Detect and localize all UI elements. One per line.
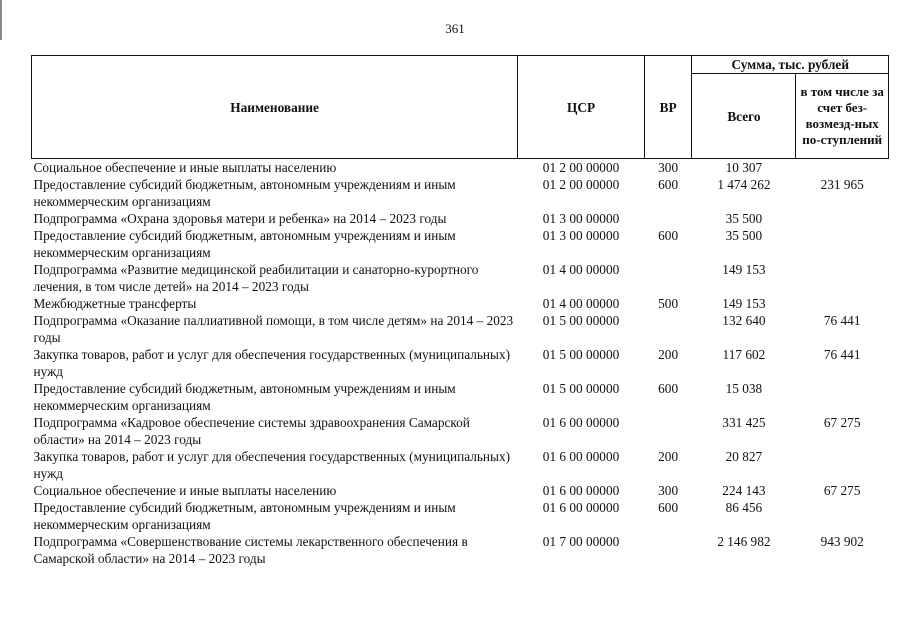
row-vr xyxy=(644,261,692,295)
row-total: 1 474 262 xyxy=(717,177,771,192)
row-total: 2 146 982 xyxy=(717,534,771,549)
row-free xyxy=(796,261,889,295)
table-row xyxy=(32,159,889,177)
row-free: 76 441 xyxy=(823,347,861,362)
row-csr: 01 5 00 00000 xyxy=(542,381,620,396)
row-name: Социальное обеспечение и иные выплаты населению xyxy=(33,483,337,498)
row-free xyxy=(796,499,889,533)
row-csr: 01 5 00 00000 xyxy=(542,313,620,328)
row-csr: 01 6 00 00000 xyxy=(542,500,620,515)
table-row xyxy=(32,414,889,448)
row-vr: 300 xyxy=(658,160,679,175)
table-row xyxy=(32,533,889,567)
row-vr: 300 xyxy=(658,483,679,498)
row-total: 149 153 xyxy=(722,262,766,277)
row-free: 231 965 xyxy=(820,177,864,192)
row-total: 224 143 xyxy=(722,483,766,498)
table-row xyxy=(32,448,889,482)
row-free: 67 275 xyxy=(823,483,861,498)
header-vr: ВР xyxy=(644,56,692,159)
header-csr: ЦСР xyxy=(518,56,645,159)
row-csr: 01 6 00 00000 xyxy=(542,449,620,464)
row-vr: 200 xyxy=(658,347,679,362)
row-csr: 01 3 00 00000 xyxy=(542,211,620,226)
table-row xyxy=(32,176,889,210)
row-total: 10 307 xyxy=(725,160,763,175)
row-csr: 01 2 00 00000 xyxy=(542,160,620,175)
row-total: 331 425 xyxy=(722,415,766,430)
table-row xyxy=(32,482,889,499)
row-csr: 01 7 00 00000 xyxy=(542,534,620,549)
row-free: 67 275 xyxy=(823,415,861,430)
row-vr xyxy=(644,210,692,227)
row-name: Подпрограмма «Охрана здоровья матери и ребенка» на 2014 – 2023 годы xyxy=(33,211,447,226)
row-vr xyxy=(644,312,692,346)
row-free xyxy=(796,380,889,414)
row-free xyxy=(796,210,889,227)
row-vr: 600 xyxy=(658,381,679,396)
header-name: Наименование xyxy=(32,56,518,159)
row-name: Предоставление субсидий бюджетным, автономным учреждениям и иным некоммерческим организациям xyxy=(33,500,456,532)
row-csr: 01 6 00 00000 xyxy=(542,483,620,498)
table-row xyxy=(32,210,889,227)
table-row xyxy=(32,346,889,380)
table-row xyxy=(32,295,889,312)
row-csr: 01 5 00 00000 xyxy=(542,347,620,362)
table-row xyxy=(32,312,889,346)
row-name: Подпрограмма «Оказание паллиативной помощи, в том числе детям» на 2014 – 2023 годы xyxy=(33,313,514,345)
row-vr xyxy=(644,414,692,448)
row-free: 943 902 xyxy=(820,534,864,549)
header-sum: Сумма, тыс. рублей xyxy=(692,56,889,74)
table-row xyxy=(32,499,889,533)
row-csr: 01 3 00 00000 xyxy=(542,228,620,243)
row-name: Подпрограмма «Кадровое обеспечение системы здравоохранения Самарской области» на 2014 – 2023 годы xyxy=(33,415,470,447)
row-csr: 01 2 00 00000 xyxy=(542,177,620,192)
table-row xyxy=(32,380,889,414)
page-number: 361 xyxy=(445,21,465,36)
row-name: Социальное обеспечение и иные выплаты населению xyxy=(33,160,337,175)
row-total: 117 602 xyxy=(722,347,766,362)
row-csr: 01 6 00 00000 xyxy=(542,415,620,430)
header-free: в том числе за счет без-возмезд-ных по-ступлений xyxy=(796,74,889,159)
row-total: 35 500 xyxy=(725,211,763,226)
budget-table xyxy=(31,55,889,567)
row-csr: 01 4 00 00000 xyxy=(542,296,620,311)
row-free xyxy=(796,227,889,261)
table-row xyxy=(32,227,889,261)
row-total: 86 456 xyxy=(725,500,763,515)
row-name: Предоставление субсидий бюджетным, автономным учреждениям и иным некоммерческим организациям xyxy=(33,228,456,260)
row-vr: 200 xyxy=(658,449,679,464)
row-name: Закупка товаров, работ и услуг для обеспечения государственных (муниципальных) нужд xyxy=(33,347,511,379)
row-free: 76 441 xyxy=(823,313,861,328)
row-csr: 01 4 00 00000 xyxy=(542,262,620,277)
row-total: 20 827 xyxy=(725,449,763,464)
row-vr xyxy=(644,533,692,567)
row-free xyxy=(796,448,889,482)
row-free xyxy=(796,295,889,312)
row-vr: 600 xyxy=(658,228,679,243)
row-free xyxy=(796,159,889,177)
scan-edge-mark xyxy=(0,0,2,40)
row-total: 149 153 xyxy=(722,296,766,311)
row-name: Закупка товаров, работ и услуг для обеспечения государственных (муниципальных) нужд xyxy=(33,449,511,481)
row-total: 132 640 xyxy=(722,313,766,328)
row-name: Предоставление субсидий бюджетным, автономным учреждениям и иным некоммерческим организациям xyxy=(33,177,456,209)
table-row xyxy=(32,261,889,295)
row-total: 15 038 xyxy=(725,381,763,396)
row-vr: 600 xyxy=(658,500,679,515)
row-name: Подпрограмма «Совершенствование системы лекарственного обеспечения в Самарской области» на 2014 – 2023 годы xyxy=(33,534,468,566)
row-name: Межбюджетные трансферты xyxy=(33,296,197,311)
row-name: Предоставление субсидий бюджетным, автономным учреждениям и иным некоммерческим организациям xyxy=(33,381,456,413)
row-total: 35 500 xyxy=(725,228,763,243)
row-vr: 600 xyxy=(658,177,679,192)
row-vr: 500 xyxy=(658,296,679,311)
row-name: Подпрограмма «Развитие медицинской реабилитации и санаторно-курортного лечения, в том числе детей» на 2014 – 2023 годы xyxy=(33,262,479,294)
table-body xyxy=(32,159,889,568)
header-total: Всего xyxy=(692,74,796,159)
